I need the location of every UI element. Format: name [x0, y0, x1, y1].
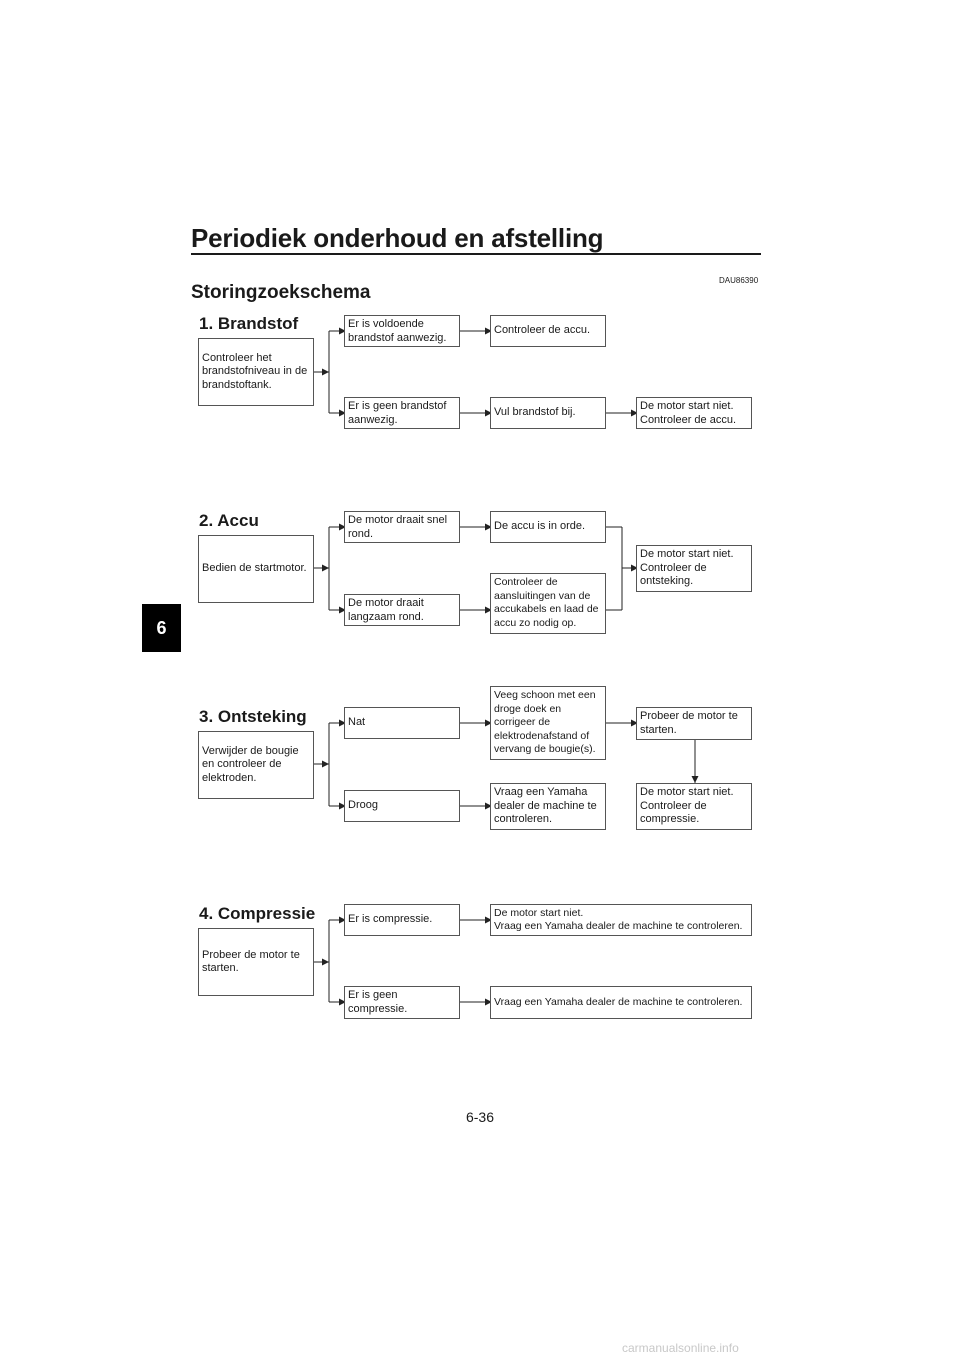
- step-2-final-text: De motor start niet. Controleer de ontsteking.: [640, 548, 734, 587]
- step-1-upper-box: [344, 315, 460, 347]
- step-2-lower-text: De motor draait langzaam rond.: [348, 597, 424, 623]
- page-number: 6-36: [465, 1109, 495, 1125]
- step-3-upper-box: [344, 707, 460, 739]
- step-3-upper-result-text: Veeg schoon met een droge doek en corrigeer de elektrodenafstand of vervang de bougie(s).: [494, 689, 596, 755]
- step-3-upper-final-box: [636, 707, 752, 740]
- step-1-final-text: De motor start niet. Controleer de accu.: [640, 400, 736, 426]
- step-4-start-text: Probeer de motor te starten.: [202, 948, 300, 974]
- step-1-lower-result-box: [490, 397, 606, 429]
- step-3-start-box: [198, 731, 314, 799]
- step-4-upper-result-box: [490, 904, 752, 936]
- step-3-lower-result-box: [490, 783, 606, 830]
- step-2-start-box: [198, 535, 314, 603]
- document-code: DAU86390: [719, 276, 759, 285]
- step-4-upper-text: Er is compressie.: [348, 913, 433, 926]
- step-4-upper-result-line-2: Vraag een Yamaha dealer de machine te controleren.: [494, 920, 743, 932]
- step-2-final-box: [636, 545, 752, 592]
- step-3-lower-result-text: Vraag een Yamaha dealer de machine te controleren.: [494, 786, 597, 825]
- step-4-lower-box: [344, 986, 460, 1019]
- section-title: Storingzoekschema: [191, 282, 371, 303]
- step-2-upper-result-box: [490, 511, 606, 543]
- step-1-lower-box: [344, 397, 460, 429]
- step-1-upper-result-text: Controleer de accu.: [494, 324, 590, 337]
- step-3-upper-result-box: [490, 686, 606, 760]
- step-3-upper-final-text: Probeer de motor te starten.: [640, 710, 738, 736]
- step-2-upper-text: De motor draait snel rond.: [348, 514, 448, 540]
- step-1-lower-result-text: Vul brandstof bij.: [494, 406, 576, 419]
- step-4-upper-box: [344, 904, 460, 936]
- step-3-upper-text: Nat: [348, 716, 366, 729]
- step-3-lower-text: Droog: [348, 799, 378, 812]
- step-1-final-box: [636, 397, 752, 429]
- step-2-title: 2. Accu: [199, 511, 259, 530]
- watermark: carmanualsonline.info: [622, 1341, 739, 1355]
- step-2-start-text: Bedien de startmotor.: [202, 562, 307, 575]
- step-3-lower-final-box: [636, 783, 752, 830]
- step-4-lower-text: Er is geen compressie.: [348, 989, 408, 1015]
- step-3-lower-box: [344, 790, 460, 822]
- page-title: Periodiek onderhoud en afstelling: [191, 223, 604, 253]
- step-4-start-box: [198, 928, 314, 996]
- step-1-title: 1. Brandstof: [199, 314, 299, 333]
- step-2-upper-box: [344, 511, 460, 543]
- step-4-lower-result-text: Vraag een Yamaha dealer de machine te controleren.: [494, 995, 743, 1008]
- step-1-upper-text: Er is voldoende brandstof aanwezig.: [348, 318, 447, 344]
- step-2-lower-result-text: Controleer de aansluitingen van de accukabels en laad de accu zo nodig op.: [494, 576, 599, 629]
- chapter-tab: 6: [142, 604, 181, 652]
- step-3-title: 3. Ontsteking: [199, 707, 307, 726]
- step-2-lower-box: [344, 594, 460, 626]
- step-1-upper-result-box: [490, 315, 606, 347]
- step-1-start-box: [198, 338, 314, 406]
- step-2-lower-result-box: [490, 573, 606, 634]
- step-2-upper-result-text: De accu is in orde.: [494, 520, 586, 533]
- step-3-lower-final-text: De motor start niet. Controleer de compressie.: [640, 786, 734, 825]
- step-3-start-text: Verwijder de bougie en controleer de elektroden.: [202, 744, 299, 784]
- step-4-title: 4. Compressie: [199, 904, 316, 923]
- step-1-lower-text: Er is geen brandstof aanwezig.: [348, 400, 447, 426]
- step-1-start-text: Controleer het brandstofniveau in de brandstoftank.: [202, 351, 308, 391]
- step-4-upper-result-line-1: De motor start niet.: [494, 907, 584, 919]
- step-4-lower-result-box: [490, 986, 752, 1019]
